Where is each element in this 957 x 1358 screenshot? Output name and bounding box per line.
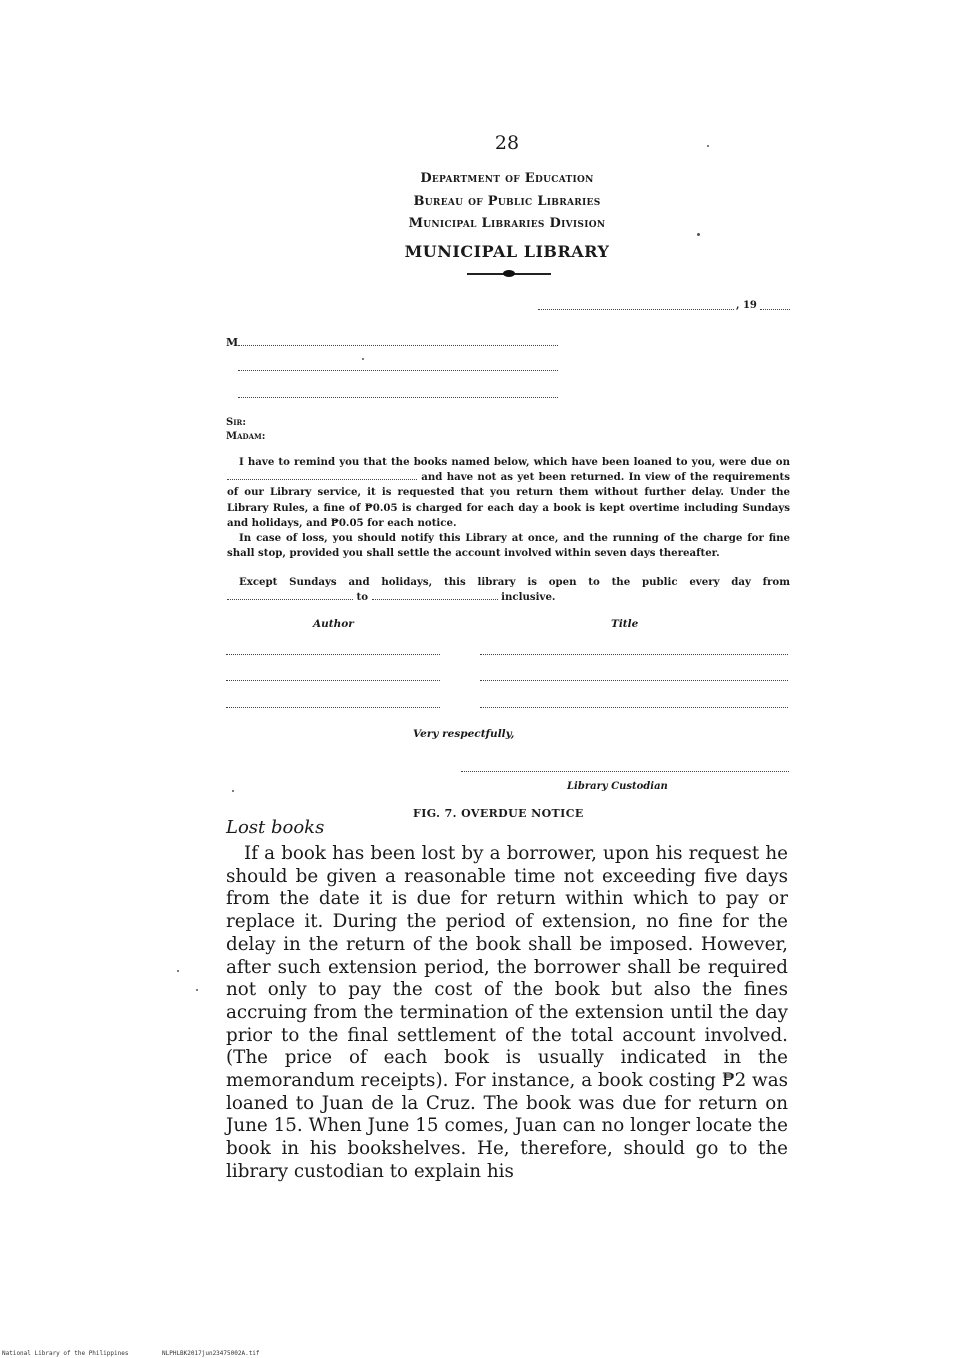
salutation-madam: Madam: [226,431,266,442]
notice-text-1b: and have not as yet been returned. In view of the requirements of our Library service, it is requested that you return them without further delay. Under the Library Rules, a fine of ₱0.05 is charged for each day a book is kept overtime including Sundays and holidays, and ₱0.05 for each notice. [227,471,790,529]
body-paragraph: If a book has been lost by a borrower, upon his request he should be given a reasonable time not exceeding five days from the date it is due for return within which to pay or replace it. During the period of extension, no fine for the delay in the return of the book shall be imposed. However, after such extension period, the borrower shall be required not only to pay the cost of the book but also the fines accruing from the termination of the extension until the day prior to the final settlement of the total account involved. (The price of each book is usually indicated in the memorandum receipts). For instance, a book costing ₱2 was loaned to Juan de la Cruz. The book was due for return on June 15. When June 15 comes, Juan can no longer locate the book in his bookshelves. He, therefore, should go to the library custodian to explain his [226,843,788,1182]
section-heading: Lost books [226,817,325,838]
year-field[interactable] [760,309,790,310]
due-date-field[interactable] [227,471,417,480]
author-field-1[interactable] [226,654,440,655]
footer-source: National Library of the Philippines [2,1350,129,1357]
scan-speck [177,970,179,972]
ornament-center [503,270,515,277]
date-field[interactable] [538,309,734,310]
addressee-line-1[interactable] [238,345,558,346]
open-to-field[interactable] [372,591,498,600]
scan-speck [196,989,198,991]
footer-filename: NLPHLBK2017jun23475002A.tif [162,1350,260,1357]
figure-caption: FIG. 7. OVERDUE NOTICE [413,807,584,820]
date-suffix: , 19 [736,300,757,311]
scan-speck [232,790,234,792]
column-author-heading: Author [313,618,354,630]
salutation-sir: Sir: [226,417,247,428]
notice-paragraph-2 [227,531,790,561]
author-field-3[interactable] [226,707,440,708]
header-library: MUNICIPAL LIBRARY [404,242,610,261]
notice-text-1a: I have to remind you that the books named below, which have been loaned to you, were due on [239,456,790,468]
addressee-prefix: M [226,336,239,349]
author-field-2[interactable] [226,680,440,681]
addressee-line-3[interactable] [238,397,558,398]
body-text [226,843,788,1184]
notice-paragraph-1 [227,455,790,531]
header-division: Municipal Libraries Division [408,216,606,231]
open-from-field[interactable] [227,591,353,600]
notice-text-3b: inclusive. [501,591,556,604]
header-department: Department of Education [420,171,594,186]
signature-label: Library Custodian [567,781,668,792]
page-number: 28 [494,132,520,154]
scan-speck [362,358,364,360]
closing-line: Very respectfully, [413,728,515,740]
notice-text-3a: Except Sundays and holidays, this library is open to the public every day from [239,576,790,588]
scan-speck [707,145,709,147]
addressee-line-2[interactable] [238,370,558,371]
notice-text-3-to: to [356,591,369,604]
column-title-heading: Title [611,618,639,630]
notice-text-2: In case of loss, you should notify this Library at once, and the running of the charge for fine shall stop, provided you shall settle the account involved within seven days thereafter. [227,532,790,560]
title-field-2[interactable] [480,680,788,681]
header-bureau: Bureau of Public Libraries [413,194,601,209]
scan-speck [697,233,700,236]
signature-field[interactable] [461,771,789,772]
notice-paragraph-3 [227,575,790,605]
title-field-3[interactable] [480,707,788,708]
title-field-1[interactable] [480,654,788,655]
